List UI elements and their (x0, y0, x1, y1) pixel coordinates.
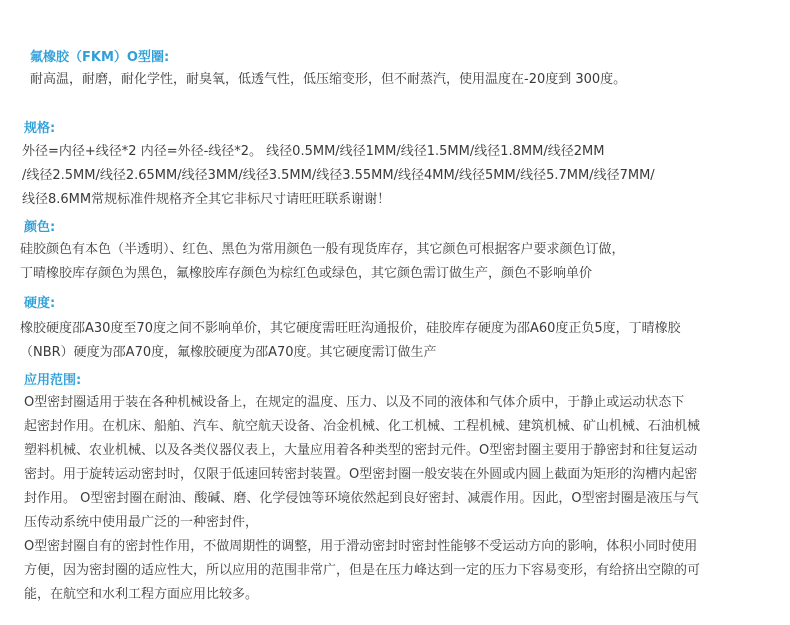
spec-line: 线径8.6MM常规标准件规格齐全其它非标尺寸请旺旺联系谢谢！ (22, 192, 391, 207)
application-line: 方便，因为密封圈的适应性大，所以应用的范围非常广，但是在压力峰达到一定的压力下容易变形，有给挤出空隙的可 (24, 563, 701, 578)
color-heading: 颜色: (24, 220, 56, 235)
application-line: 压传动系统中使用最广泛的一种密封件， (24, 515, 259, 530)
application-line: 能，在航空和水利工程方面应用比较多。 (24, 587, 259, 602)
fkm-description: 耐高温，耐磨，耐化学性，耐臭氧，低透气性，低压缩变形，但不耐蒸汽，使用温度在-20度到 300度。 (30, 72, 627, 87)
spec-line: /线径2.5MM/线径2.65MM/线径3MM/线径3.5MM/线径3.55MM/线径4MM/线径5MM/线径5.7MM/线径7MM/ (22, 168, 655, 183)
application-heading: 应用范围: (24, 373, 82, 388)
hardness-line: 橡胶硬度邵A30度至70度之间不影响单价，其它硬度需旺旺沟通报价，硅胶库存硬度为邵A60度正负5度，丁晴橡胶 (20, 321, 681, 336)
hardness-line: （NBR）硬度为邵A70度，氟橡胶硬度为邵A70度。其它硬度需订做生产 (20, 345, 437, 360)
hardness-heading: 硬度: (24, 296, 56, 311)
application-line: 封作用。 O型密封圈在耐油、酸碱、磨、化学侵蚀等环境依然起到良好密封、减震作用。因此，O型密封圈是液压与气 (24, 491, 699, 506)
spec-heading: 规格: (24, 121, 56, 136)
application-line: O型密封圈适用于装在各种机械设备上，在规定的温度、压力、以及不同的液体和气体介质中，于静止或运动状态下 (24, 395, 685, 410)
spec-line: 外径=内径+线径*2 内径=外径-线径*2。 线径0.5MM/线径1MM/线径1.5MM/线径1.8MM/线径2MM (22, 144, 605, 159)
application-line: 起密封作用。在机床、船舶、汽车、航空航天设备、冶金机械、化工机械、工程机械、建筑机械、矿山机械、石油机械 (24, 419, 701, 434)
application-line: 塑料机械、农业机械、以及各类仪器仪表上，大量应用着各种类型的密封元件。O型密封圈主要用于静密封和往复运动 (24, 443, 698, 458)
application-line: 密封。用于旋转运动密封时，仅限于低速回转密封装置。O型密封圈一般安装在外圆或内圆上截面为矩形的沟槽内起密 (24, 467, 698, 482)
color-line: 丁晴橡胶库存颜色为黑色，氟橡胶库存颜色为棕红色或绿色，其它颜色需订做生产，颜色不影响单价 (20, 266, 593, 281)
color-line: 硅胶颜色有本色（半透明）、红色、黑色为常用颜色一般有现货库存，其它颜色可根据客户要求颜色订做， (20, 242, 625, 257)
application-line: O型密封圈自有的密封性作用，不做周期性的调整，用于滑动密封时密封性能够不受运动方向的影响，体积小同时使用 (24, 539, 698, 554)
fkm-heading: 氟橡胶（FKM）O型圈: (30, 50, 170, 65)
